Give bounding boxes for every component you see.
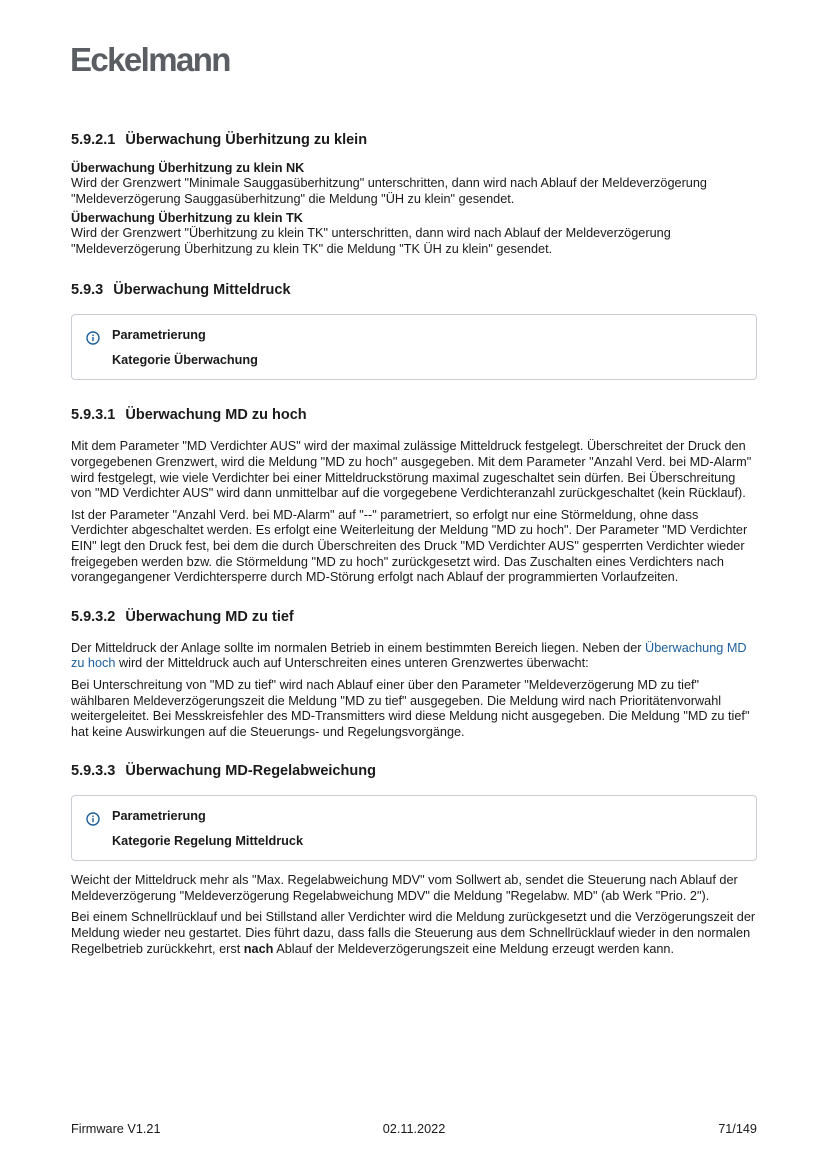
subheading-tk: Überwachung Überhitzung zu klein TK bbox=[71, 211, 303, 226]
info-category: Kategorie Regelung Mitteldruck bbox=[112, 834, 304, 849]
section-number: 5.9.3.1 bbox=[71, 407, 116, 424]
text-run: Der Mitteldruck der Anlage sollte im normalen Betrieb in einem bestimmten Bereich liegen. Neben der bbox=[71, 640, 646, 655]
paragraph: Weicht der Mitteldruck mehr als "Max. Regelabweichung MDV" vom Sollwert ab, sendet die Steuerung nach Ablauf der Meldeverzögerung "Meldeverzögerung Regelabweichung MDV" die Meldung "Regelabw. MD" (ab Werk "Prio. 2"). bbox=[71, 873, 738, 903]
paragraph: Bei Unterschreitung von "MD zu tief" wird nach Ablauf einer über den Parameter "Meldeverzögerung MD zu tief" wählbaren Meldeverzögerungszeit die Meldung "MD zu tief" ausgegeben. Die Meldung wird nach Prioritätenvorwahl weitergeleitet. Bei Messkreisfehler des MD-Transmitters wird diese Meldung nicht ausgegeben. Die Meldung "MD zu tief" hat keine Auswirkungen auf die Steuerungs- und Regelungsvorgänge. bbox=[71, 677, 750, 739]
paragraph bbox=[71, 910, 757, 957]
cross-reference-link[interactable]: Überwachung MD zu hoch bbox=[71, 640, 747, 671]
info-icon bbox=[86, 812, 100, 826]
text-run-bold: nach bbox=[243, 941, 274, 956]
section-number: 5.9.3 bbox=[71, 282, 104, 299]
text-run: Bei einem Schnellrücklauf und bei Stillstand aller Verdichter wird die Meldung zurückgesetzt und die Verzögerungszeit der Meldung wieder neu gestartet. Dies führt dazu, dass falls die Steuerung aus dem Schnellrücklauf wieder in den normalen Regelbetrieb zurückkehrt, erst bbox=[71, 910, 756, 956]
paragraph bbox=[71, 641, 757, 672]
page-content bbox=[71, 131, 757, 963]
paragraph: Mit dem Parameter "MD Verdichter AUS" wird der maximal zulässige Mitteldruck festgelegt. Überschreitet der Druck den vorgegebenen Grenzwert, wird die Meldung "MD zu hoch" ausgegeben. Mit dem Parameter "Anzahl Verd. bei MD-Alarm" wird festgelegt, wie viele Verdichter bei einer Mitteldruckstörung maximal zugeschaltet sein dürfen. Bei Überschreitung von "MD Verdichter AUS" wird dann unmittelbar auf die vorgegebene Verdichteranzahl zurückgeschaltet (kein Rücklauf). bbox=[71, 439, 752, 501]
section-heading-5933 bbox=[71, 762, 757, 781]
footer-firmware: Firmware V1.21 bbox=[71, 1122, 161, 1136]
paragraph-nk: Wird der Grenzwert "Minimale Sauggasüberhitzung" unterschritten, dann wird nach Ablauf der Meldeverzögerung "Meldeverzögerung Sauggasüberhitzung" die Meldung "ÜH zu klein" gesendet. bbox=[71, 176, 707, 206]
info-box-parametrierung bbox=[71, 314, 757, 380]
section-heading-5931 bbox=[71, 406, 757, 425]
section-heading-5932 bbox=[71, 608, 757, 627]
info-box-parametrierung bbox=[71, 795, 757, 861]
section-title: Überwachung MD zu tief bbox=[125, 608, 294, 625]
footer-page-number: 71/149 bbox=[718, 1122, 757, 1136]
section-number: 5.9.2.1 bbox=[71, 132, 116, 148]
info-category: Kategorie Überwachung bbox=[112, 353, 258, 368]
section-title: Überwachung Überhitzung zu klein bbox=[125, 132, 368, 148]
company-logo: Eckelmann bbox=[70, 41, 230, 78]
subheading-nk: Überwachung Überhitzung zu klein NK bbox=[71, 161, 305, 175]
text-run: wird der Mitteldruck auch auf Unterschreiten eines unteren Grenzwertes überwacht: bbox=[115, 656, 589, 671]
footer-date: 02.11.2022 bbox=[382, 1122, 446, 1136]
info-label: Parametrierung bbox=[112, 809, 206, 824]
text-run: Ablauf der Meldeverzögerungszeit eine Meldung erzeugt werden kann. bbox=[273, 941, 675, 956]
section-heading-5921 bbox=[71, 131, 757, 150]
section-title: Überwachung MD-Regelabweichung bbox=[125, 763, 376, 780]
section-number: 5.9.3.2 bbox=[71, 608, 116, 625]
section-heading-593 bbox=[71, 281, 757, 300]
info-icon bbox=[86, 331, 100, 345]
paragraph-tk: Wird der Grenzwert "Überhitzung zu klein TK" unterschritten, dann wird nach Ablauf der Meldeverzögerung "Meldeverzögerung Überhitzung zu klein TK" die Meldung "TK ÜH zu klein" gesendet. bbox=[71, 226, 671, 256]
section-title: Überwachung MD zu hoch bbox=[125, 407, 307, 424]
section-number: 5.9.3.3 bbox=[71, 763, 116, 780]
paragraph: Ist der Parameter "Anzahl Verd. bei MD-Alarm" auf "--" parametriert, so erfolgt nur eine Störmeldung, ohne dass Verdichter abgeschaltet werden. Es erfolgt eine Weiterleitung der Meldung "MD zu hoch". Der Parameter "MD Verdichter EIN" legt den Druck fest, bei dem die durch Überschreiten des Druck "MD Verdichter AUS" gesperrten Verdichter wieder freigegeben werden bzw. die Störmeldung "MD zu hoch" zurückgesetzt wird. Das Zuschalten eines Verdichters nach vorangegangener Verdichtersperre durch MD-Störung erfolgt nach Ablauf der programmierten Vorlaufzeiten. bbox=[71, 507, 748, 585]
info-label: Parametrierung bbox=[112, 328, 206, 343]
section-title: Überwachung Mitteldruck bbox=[113, 282, 291, 299]
